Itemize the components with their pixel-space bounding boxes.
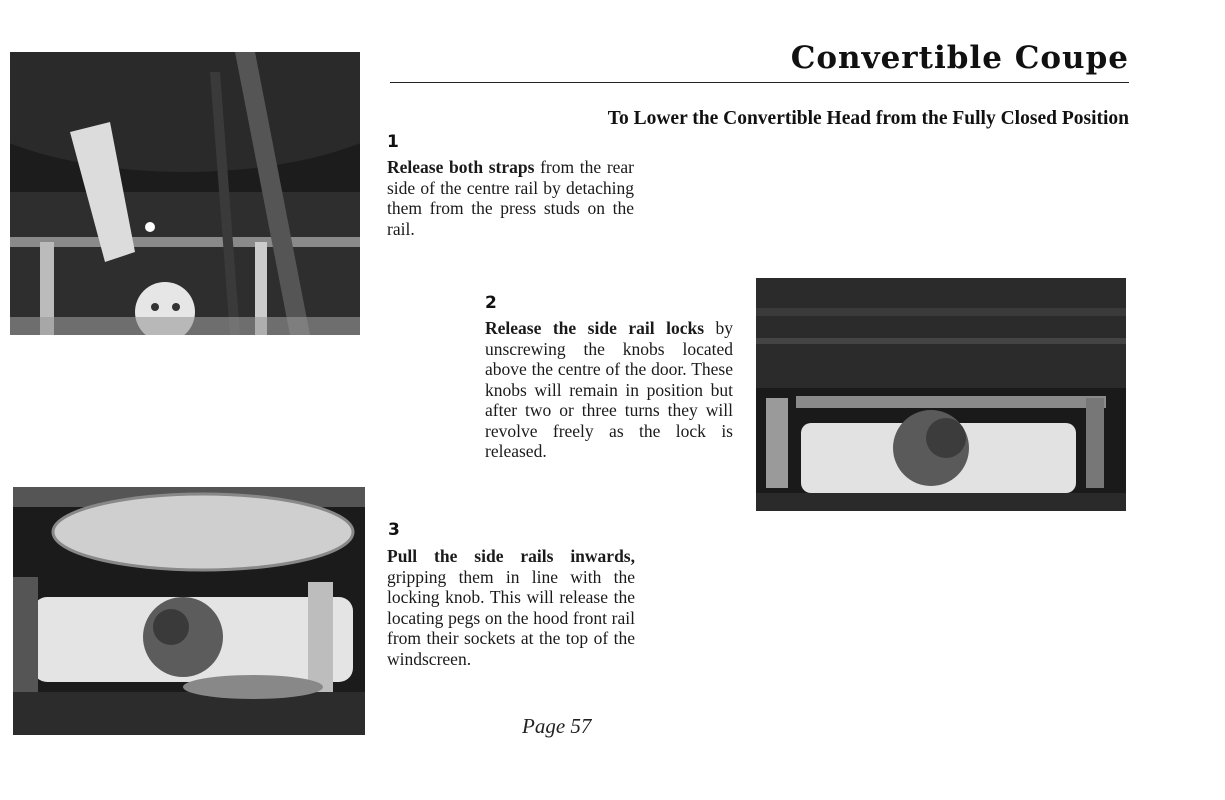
step-2-text	[485, 318, 733, 462]
step-2-lead: Release the side rail locks	[485, 318, 705, 338]
page-header-title: Convertible Coupe	[790, 40, 1129, 76]
step-3-lead: Pull the side rails inwards,	[387, 546, 635, 566]
step-3-body: gripping them in line with the locking knob. This will release the locating pegs on the hood front rail from their sockets at the top of the windscreen.	[387, 566, 635, 669]
step-1-text	[387, 157, 634, 239]
photo-step-3	[13, 487, 365, 735]
step-3-number: 3	[388, 520, 400, 540]
step-1-number: 1	[387, 132, 399, 152]
step-2-body: by unscrewing the knobs located above the centre of the door. These knobs will remain in position but after two or three turns they will revolve freely as the lock is released.	[485, 318, 734, 461]
step-2-number: 2	[485, 293, 497, 313]
step-1-body: from the rear side of the centre rail by detaching them from the press studs on the rail.	[387, 157, 635, 239]
page-number	[522, 714, 591, 739]
page-label: Page	[522, 714, 566, 738]
header-rule	[390, 82, 1129, 83]
step-3-text	[387, 546, 635, 669]
step-1-lead: Release both straps	[387, 157, 535, 177]
section-title: To Lower the Convertible Head from the Fully Closed Position	[607, 108, 1129, 129]
page-number-value: 57	[570, 714, 592, 738]
photo-step-1	[10, 52, 360, 335]
photo-step-2	[756, 278, 1126, 511]
